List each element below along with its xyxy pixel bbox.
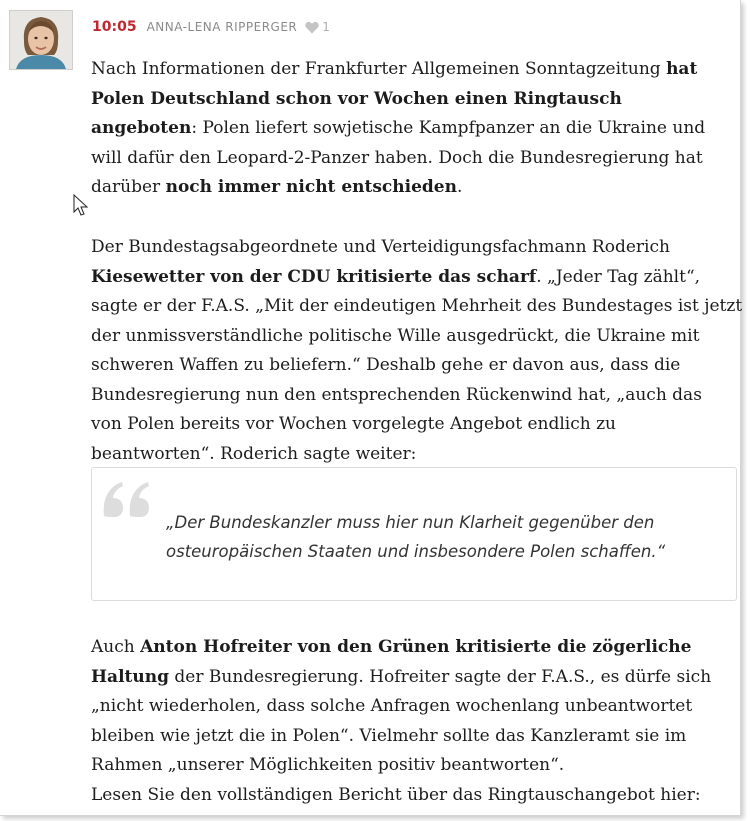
bold-text: Kiesewetter von der CDU kritisierte das scharf bbox=[91, 266, 537, 287]
text-segment: Der Bundestagsabgeordnete und Verteidigungsfachmann Roderich bbox=[91, 237, 670, 257]
text-line bbox=[91, 233, 731, 263]
quotation-mark-icon bbox=[102, 480, 154, 520]
text-line bbox=[91, 440, 731, 470]
text-segment: Rahmen „unserer Möglichkeiten positiv beantworten“. bbox=[91, 755, 565, 775]
text-segment: „nicht wiederholen, dass solche Anfragen wochenlang unbeantwortet bbox=[91, 696, 693, 716]
like-count: 1 bbox=[322, 20, 330, 34]
text-line bbox=[91, 722, 731, 752]
text-line bbox=[91, 633, 731, 663]
text-line bbox=[91, 381, 731, 411]
entry-time: 10:05 bbox=[92, 19, 137, 35]
bold-text: Anton Hofreiter von den Grünen kritisierte die zögerliche bbox=[140, 637, 692, 657]
text-segment: der Bundesregierung. Hofreiter sagte der F.A.S., es dürfe sich bbox=[169, 666, 712, 687]
paragraph-2 bbox=[91, 233, 743, 469]
text-line bbox=[91, 410, 731, 440]
text-segment: Lesen Sie den vollständigen Bericht über das Ringtauschangebot hier: bbox=[91, 784, 701, 805]
text-line bbox=[91, 663, 731, 693]
text-segment: Nach Informationen der Frankfurter Allgemeinen Sonntagzeitung bbox=[91, 59, 667, 79]
text-line bbox=[91, 322, 731, 352]
text-segment: will dafür den Leopard-2-Panzer haben. Doch die Bundesregierung hat bbox=[91, 147, 703, 168]
author-name[interactable]: ANNA-LENA RIPPERGER bbox=[146, 20, 298, 34]
bold-text: noch immer nicht entschieden bbox=[165, 177, 457, 197]
heart-icon bbox=[305, 21, 319, 34]
text-line bbox=[91, 85, 731, 115]
text-segment: von Polen bereits vor Wochen vorgelegte Angebot endlich zu bbox=[91, 414, 617, 434]
text-line bbox=[91, 114, 731, 144]
text-line bbox=[91, 692, 731, 722]
text-segment: beantworten“. Roderich sagte weiter: bbox=[91, 443, 417, 464]
text-segment: darüber bbox=[91, 177, 166, 197]
text-segment: schweren Waffen zu beliefern.“ Deshalb gehe er davon aus, dass die bbox=[91, 355, 681, 375]
text-line bbox=[91, 173, 731, 203]
text-line bbox=[91, 351, 731, 381]
bold-text: Polen Deutschland schon vor Wochen einen Ringtausch bbox=[91, 88, 622, 109]
paragraph-1 bbox=[91, 55, 731, 203]
text-line bbox=[91, 751, 731, 781]
text-line bbox=[91, 144, 731, 174]
like-button[interactable] bbox=[305, 20, 330, 34]
quote-line: osteuropäischen Staaten und insbesondere Polen schaffen.“ bbox=[166, 542, 666, 561]
text-line bbox=[91, 292, 743, 322]
text-line bbox=[91, 55, 731, 85]
text-segment: der unmissverständliche politische Wille ausgedrückt, die Ukraine mit bbox=[91, 325, 700, 346]
bold-text: hat bbox=[666, 59, 698, 79]
text-segment: bleiben wie jetzt die in Polen“. Vielmehr sollte das Kanzleramt sie im bbox=[91, 725, 687, 746]
avatar-photo bbox=[10, 11, 72, 69]
entry-meta bbox=[92, 19, 330, 35]
author-avatar[interactable] bbox=[9, 10, 73, 70]
text-segment: . „Jeder Tag zählt“, bbox=[536, 266, 701, 287]
mouse-pointer-icon bbox=[73, 194, 89, 218]
paragraph-3 bbox=[91, 633, 731, 810]
text-segment: Bundesregierung nun den entsprechenden Rückenwind hat, „auch das bbox=[91, 384, 702, 405]
text-segment: . bbox=[456, 177, 463, 197]
bold-text: angeboten bbox=[91, 118, 192, 138]
quote-line: „Der Bundeskanzler muss hier nun Klarheit gegenüber den bbox=[166, 513, 655, 532]
text-line bbox=[91, 781, 731, 811]
text-segment: Auch bbox=[91, 637, 141, 657]
bold-text: Haltung bbox=[91, 666, 169, 687]
text-segment: : Polen liefert sowjetische Kampfpanzer an die Ukraine und bbox=[191, 118, 706, 138]
text-segment: sagte er der F.A.S. „Mit der eindeutigen Mehrheit des Bundestages ist jetzt bbox=[91, 296, 743, 316]
text-line bbox=[91, 263, 731, 293]
quote-text bbox=[166, 508, 665, 566]
